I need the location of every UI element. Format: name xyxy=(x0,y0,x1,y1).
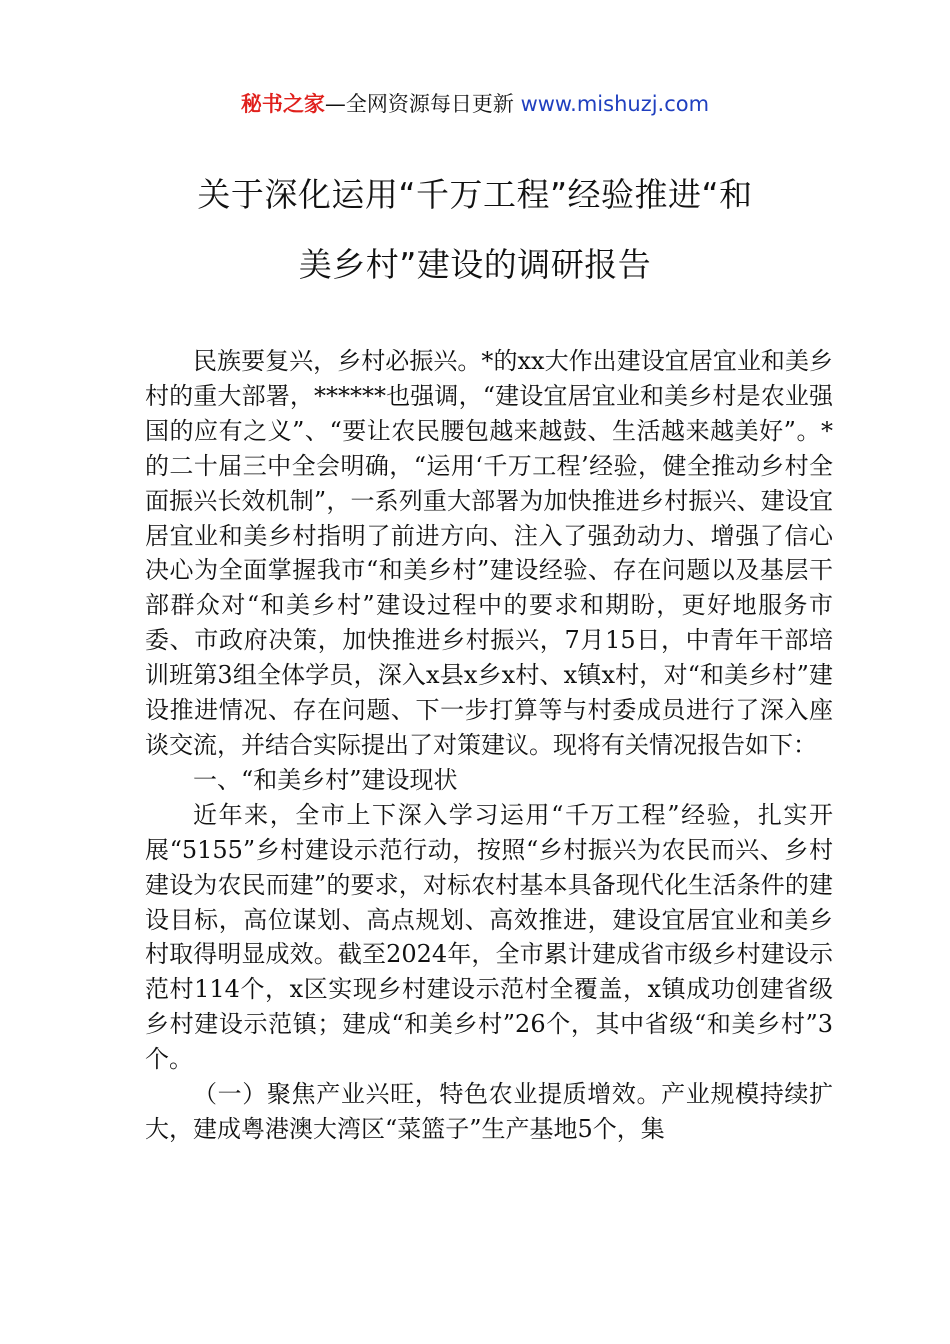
site-brand: 秘书之家 xyxy=(240,92,325,116)
title-line-1: 关于深化运用“千万工程”经验推进“和 xyxy=(197,175,753,214)
paragraph-industry: （一）聚焦产业兴旺，特色农业提质增效。产业规模持续扩大，建成粤港澳大湾区“菜篮子”生产基地5个，集 xyxy=(145,1080,833,1143)
document-title xyxy=(100,160,850,300)
site-tagline: —全网资源每日更新 xyxy=(324,92,521,116)
paragraph-intro: 民族要复兴，乡村必振兴。*的xx大作出建设宜居宜业和美乡村的重大部署，******也强调，“建设宜居宜业和美乡村是农业强国的应有之义”、“要让农民腰包越来越鼓、生活越来越美好”。*的二十届三中全会明确，“运用‘千万工程’经验，健全推动乡村全面振兴长效机制”，一系列重大部署为加快推进乡村振兴、建设宜居宜业和美乡村指明了前进方向、注入了强劲动力、增强了信心决心为全面掌握我市“和美乡村”建设经验、存在问题以及基层干部群众对“和美乡村”建设过程中的要求和期盼，更好地服务市委、市政府决策，加快推进乡村振兴，7月15日，中青年干部培训班第3组全体学员，深入x县x乡x村、x镇x村，对“和美乡村”建设推进情况、存在问题、下一步打算等与村委成员进行了深入座谈交流，并结合实际提出了对策建议。现将有关情况报告如下： xyxy=(145,347,833,759)
site-url-link[interactable]: www.mishuzj.com xyxy=(520,92,710,116)
paragraph-current-status: 近年来，全市上下深入学习运用“千万工程”经验，扎实开展“5155”乡村建设示范行动，按照“乡村振兴为农民而兴、乡村建设为农民而建”的要求，对标农村基本具备现代化生活条件的建设目标，高位谋划、高点规划、高效推进，建设宜居宜业和美乡村取得明显成效。截至2024年，全市累计建成省市级乡村建设示范村114个，x区实现乡村建设示范村全覆盖，x镇成功创建省级乡村建设示范镇；建成“和美乡村”26个，其中省级“和美乡村”3个。 xyxy=(145,800,833,1074)
title-line-2: 美乡村”建设的调研报告 xyxy=(298,245,652,284)
document-body xyxy=(145,344,833,1147)
site-header xyxy=(0,88,950,120)
section-heading: 一、“和美乡村”建设现状 xyxy=(193,765,458,794)
